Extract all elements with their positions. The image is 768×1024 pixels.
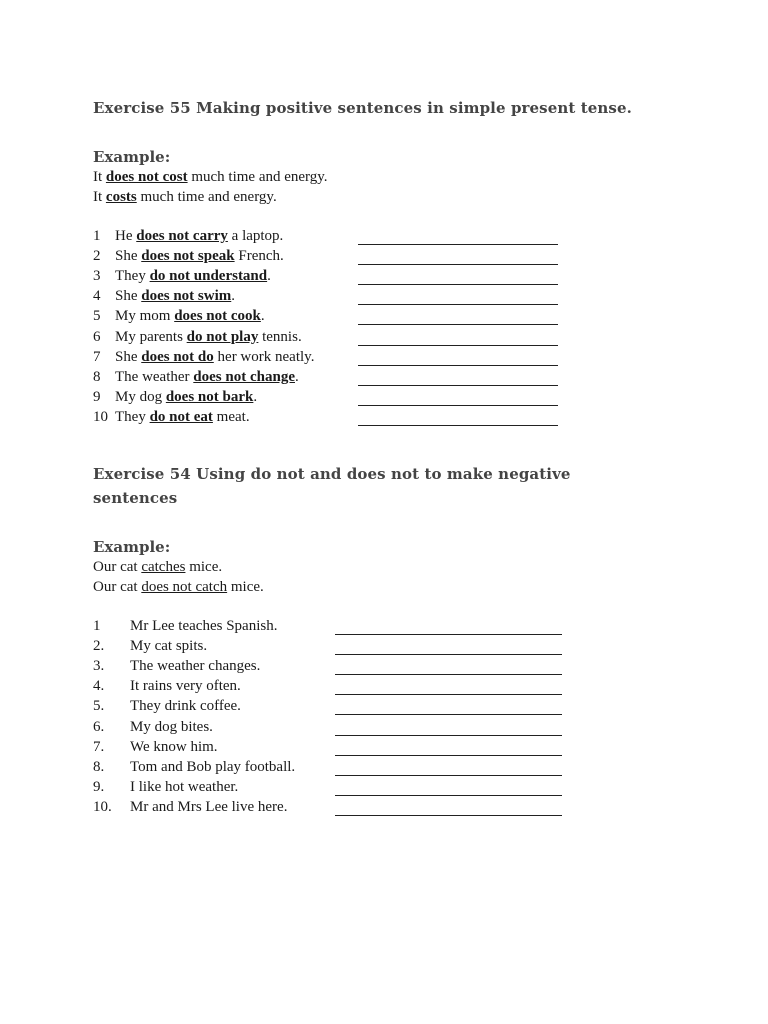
item-text: a laptop. <box>227 228 284 244</box>
item-number: 9 <box>93 388 101 405</box>
item-text: He <box>115 228 137 244</box>
item-text: It rains very often. <box>130 678 241 695</box>
item-text: My mom <box>115 308 175 325</box>
answer-blank[interactable] <box>335 795 562 796</box>
example-text: Our cat <box>93 559 142 575</box>
item-text: Mr and Mrs Lee live here. <box>130 798 288 815</box>
answer-blank[interactable] <box>358 284 558 285</box>
item-text: The weather changes. <box>130 658 261 675</box>
example-text: It <box>93 189 106 205</box>
exercise-54-item <box>93 779 238 799</box>
answer-blank[interactable] <box>335 714 562 715</box>
answer-blank[interactable] <box>335 674 562 675</box>
item-emphasis: do not play <box>186 328 259 345</box>
item-text: My cat spits. <box>130 638 208 655</box>
item-number: 6. <box>93 718 105 735</box>
item-number: 3. <box>93 658 105 675</box>
example-emphasis: costs <box>105 189 137 205</box>
exercise-55-item <box>93 349 314 369</box>
exercise-54-item <box>93 638 207 658</box>
answer-blank[interactable] <box>358 385 558 386</box>
item-text: My dog bites. <box>130 718 213 735</box>
item-number: 4 <box>93 288 101 305</box>
exercise-55-title: Exercise 55 Making positive sentences in simple present tense. <box>93 99 632 117</box>
item-number: 6 <box>93 328 101 345</box>
item-text: . <box>231 288 236 305</box>
item-number: 5. <box>93 698 105 715</box>
exercise-54-example-line-2 <box>93 579 264 596</box>
answer-blank[interactable] <box>358 405 558 406</box>
item-number: 4. <box>93 678 105 695</box>
exercise-54-item <box>93 719 213 739</box>
example-text: much time and energy. <box>136 189 277 205</box>
answer-blank[interactable] <box>358 244 558 245</box>
item-number: 2. <box>93 638 105 655</box>
item-text: My dog <box>115 388 166 405</box>
item-emphasis: does not speak <box>141 248 235 265</box>
answer-blank[interactable] <box>358 304 558 305</box>
item-number: 10 <box>93 408 108 425</box>
exercise-55-item <box>93 268 271 288</box>
exercise-54-item <box>93 759 295 779</box>
exercise-54-example-label: Example: <box>93 538 171 556</box>
answer-blank[interactable] <box>335 735 562 736</box>
answer-blank[interactable] <box>358 324 558 325</box>
exercise-55-example-line-2 <box>93 189 277 206</box>
item-emphasis: do not understand <box>149 268 268 285</box>
item-emphasis: does not carry <box>136 228 228 244</box>
answer-blank[interactable] <box>335 815 562 816</box>
item-text: The weather <box>115 368 194 385</box>
exercise-55-example-line-1 <box>93 169 328 186</box>
item-text: She <box>115 248 142 265</box>
exercise-55-item <box>93 369 299 389</box>
answer-blank[interactable] <box>335 654 562 655</box>
exercise-54-title-line-1: Exercise 54 Using do not and does not to make negative <box>93 465 571 483</box>
item-text: her work neatly. <box>213 348 315 365</box>
item-text: . <box>267 268 271 285</box>
exercise-55-item <box>93 389 257 409</box>
answer-blank[interactable] <box>358 264 558 265</box>
item-number: 10. <box>93 798 112 815</box>
item-emphasis: does not cook <box>174 308 261 325</box>
item-number: 1 <box>93 228 101 244</box>
item-text: They <box>115 408 150 425</box>
item-text: I like hot weather. <box>130 778 239 795</box>
item-text: My parents <box>115 328 187 345</box>
exercise-55-item <box>93 288 235 308</box>
exercise-54-example-line-1 <box>93 559 222 576</box>
item-number: 9. <box>93 778 105 795</box>
exercise-54-item <box>93 618 277 638</box>
item-number: 8. <box>93 758 105 775</box>
answer-blank[interactable] <box>335 694 562 695</box>
example-emphasis: does not cost <box>105 169 188 185</box>
example-text: mice. <box>227 579 264 595</box>
item-emphasis: do not eat <box>149 408 213 425</box>
item-text: . <box>260 308 265 325</box>
exercise-55-item <box>93 308 265 328</box>
item-number: 7. <box>93 738 105 755</box>
item-number: 5 <box>93 308 101 325</box>
item-number: 7 <box>93 348 101 365</box>
exercise-55-item <box>93 329 302 349</box>
item-text: Mr Lee teaches Spanish. <box>130 618 278 634</box>
exercise-54-item <box>93 658 260 678</box>
item-text: . <box>294 368 299 385</box>
exercise-55-item <box>93 228 283 248</box>
example-text: much time and energy. <box>187 169 328 185</box>
answer-blank[interactable] <box>335 634 562 635</box>
item-emphasis: does not do <box>141 348 214 365</box>
example-text: It <box>93 169 106 185</box>
item-text: We know him. <box>130 738 218 755</box>
exercise-54-title-line-2: sentences <box>93 489 178 507</box>
item-text: French. <box>234 248 284 265</box>
answer-blank[interactable] <box>335 755 562 756</box>
item-text: tennis. <box>258 328 302 345</box>
exercise-54-item <box>93 799 287 819</box>
item-emphasis: does not change <box>193 368 295 385</box>
item-emphasis: does not swim <box>141 288 232 305</box>
exercise-55-item <box>93 409 250 429</box>
item-text: Tom and Bob play football. <box>130 758 296 775</box>
item-text: She <box>115 348 142 365</box>
item-emphasis: does not bark <box>165 388 254 405</box>
item-text: meat. <box>212 408 250 425</box>
item-number: 1 <box>93 618 101 634</box>
answer-blank[interactable] <box>358 425 558 426</box>
example-emphasis: catches <box>141 559 186 575</box>
item-number: 2 <box>93 248 101 265</box>
answer-blank[interactable] <box>335 775 562 776</box>
answer-blank[interactable] <box>358 345 558 346</box>
item-number: 3 <box>93 268 101 285</box>
item-text: . <box>253 388 258 405</box>
exercise-55-example-label: Example: <box>93 148 171 166</box>
exercise-54-item <box>93 739 218 759</box>
exercise-54-item <box>93 698 241 718</box>
exercise-54-item <box>93 678 241 698</box>
exercise-55-item <box>93 248 284 268</box>
answer-blank[interactable] <box>358 365 558 366</box>
example-text: Our cat <box>93 579 142 595</box>
item-number: 8 <box>93 368 101 385</box>
example-text: mice. <box>185 559 223 575</box>
item-text: She <box>115 288 142 305</box>
item-text: They <box>115 268 150 285</box>
item-text: They drink coffee. <box>130 698 241 715</box>
example-emphasis: does not catch <box>141 579 228 595</box>
